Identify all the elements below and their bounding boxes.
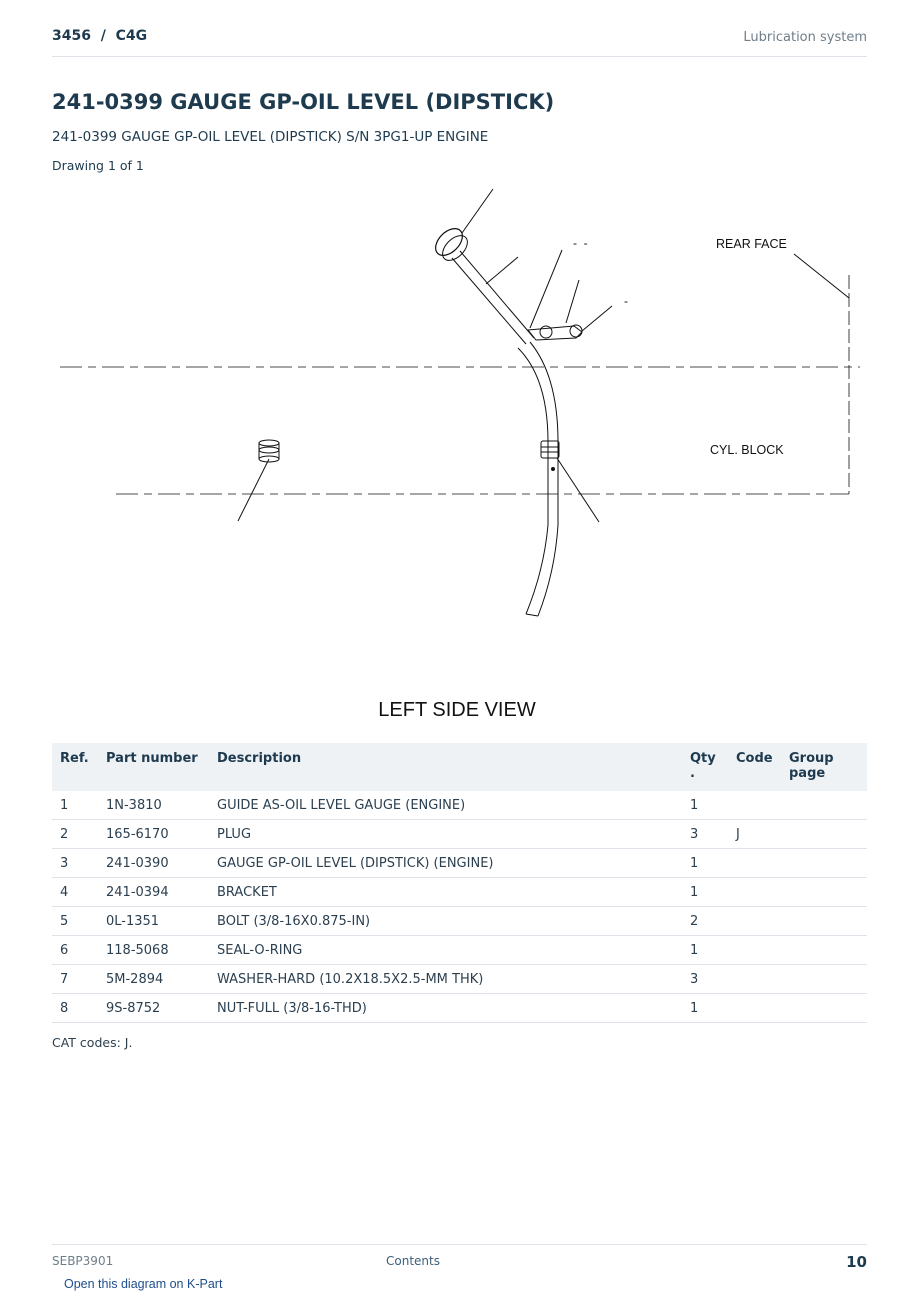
col-header-group-page: Group page [781, 743, 867, 791]
cell-description: WASHER-HARD (10.2X18.5X2.5-MM THK) [209, 965, 682, 994]
cell-part-number: 1N-3810 [98, 791, 209, 820]
page-title: 241-0399 GAUGE GP-OIL LEVEL (DIPSTICK) [52, 90, 555, 114]
table-row [52, 994, 867, 1023]
bracket-bolt [540, 326, 552, 338]
model-label: 3456 / C4G [52, 28, 148, 44]
cell-code: J [728, 820, 781, 849]
cell-group-page [781, 936, 867, 965]
cell-group-page [781, 907, 867, 936]
cell-ref: 4 [52, 878, 98, 907]
cell-ref: 3 [52, 849, 98, 878]
dipstick-handle-rim [438, 231, 472, 265]
cell-part-number: 5M-2894 [98, 965, 209, 994]
cell-code [728, 965, 781, 994]
leader-line [557, 458, 599, 522]
cell-qty: 3 [682, 965, 728, 994]
leader-line [530, 250, 562, 328]
col-header-qty: Qty . [682, 743, 728, 791]
cell-qty: 3 [682, 820, 728, 849]
cell-ref: 7 [52, 965, 98, 994]
bracket [528, 326, 582, 340]
cell-group-page [781, 965, 867, 994]
o-ring-seal [541, 441, 559, 458]
dipstick-handle [431, 224, 468, 261]
page-footer [52, 1244, 867, 1275]
cell-group-page [781, 878, 867, 907]
guide-tube-edge [530, 342, 558, 616]
cell-code [728, 907, 781, 936]
cell-code [728, 994, 781, 1023]
cell-part-number: 241-0394 [98, 878, 209, 907]
cell-description: SEAL-O-RING [209, 936, 682, 965]
cell-qty: 2 [682, 907, 728, 936]
leader-line [486, 257, 518, 284]
parts-table [52, 743, 867, 1023]
page-number: 10 [846, 1253, 867, 1271]
table-row [52, 820, 867, 849]
cell-group-page [781, 820, 867, 849]
page-subtitle: 241-0399 GAUGE GP-OIL LEVEL (DIPSTICK) S/N 3PG1-UP ENGINE [52, 129, 489, 145]
dipstick-shaft [452, 258, 526, 344]
cell-code [728, 878, 781, 907]
cell-code [728, 791, 781, 820]
kpart-link[interactable]: Open this diagram on K-Part [64, 1277, 223, 1291]
dash-label: - - [573, 236, 588, 250]
leader-line [794, 254, 849, 298]
view-label: LEFT SIDE VIEW [378, 699, 536, 721]
cell-part-number: 165-6170 [98, 820, 209, 849]
cell-part-number: 0L-1351 [98, 907, 209, 936]
leader-line [462, 189, 493, 233]
table-row [52, 849, 867, 878]
cell-part-number: 9S-8752 [98, 994, 209, 1023]
cell-qty: 1 [682, 936, 728, 965]
col-header-code: Code [728, 743, 781, 791]
cell-qty: 1 [682, 849, 728, 878]
cell-description: BRACKET [209, 878, 682, 907]
dash-label: - [624, 294, 628, 308]
col-header-ref: Ref. [52, 743, 98, 791]
cell-ref: 5 [52, 907, 98, 936]
cell-code [728, 849, 781, 878]
cell-part-number: 241-0390 [98, 849, 209, 878]
leader-line [582, 306, 612, 331]
cell-part-number: 118-5068 [98, 936, 209, 965]
cell-description: NUT-FULL (3/8-16-THD) [209, 994, 682, 1023]
parts-diagram [52, 180, 867, 730]
document-id: SEBP3901 [52, 1254, 114, 1268]
table-row [52, 965, 867, 994]
cell-group-page [781, 791, 867, 820]
drawing-count: Drawing 1 of 1 [52, 158, 144, 173]
cell-description: BOLT (3/8-16X0.875-IN) [209, 907, 682, 936]
cyl-block-label: CYL. BLOCK [710, 443, 784, 457]
cell-ref: 2 [52, 820, 98, 849]
col-header-part-number: Part number [98, 743, 209, 791]
section-label: Lubrication system [743, 30, 867, 45]
cell-ref: 1 [52, 791, 98, 820]
cell-qty: 1 [682, 994, 728, 1023]
table-row [52, 878, 867, 907]
cell-description: GAUGE GP-OIL LEVEL (DIPSTICK) (ENGINE) [209, 849, 682, 878]
dipstick-shaft-edge [460, 251, 534, 338]
table-header-row [52, 743, 867, 791]
contents-link[interactable]: Contents [386, 1254, 440, 1268]
page-header [52, 28, 867, 57]
parts-table-body [52, 791, 867, 1023]
leader-line [566, 280, 579, 323]
table-row [52, 936, 867, 965]
cell-group-page [781, 994, 867, 1023]
guide-tube [518, 348, 548, 614]
cell-qty: 1 [682, 878, 728, 907]
tube-end [526, 614, 538, 616]
table-row [52, 907, 867, 936]
col-header-description: Description [209, 743, 682, 791]
cell-ref: 8 [52, 994, 98, 1023]
cell-description: PLUG [209, 820, 682, 849]
rear-face-label: REAR FACE [716, 237, 787, 251]
table-row [52, 791, 867, 820]
cat-codes-note: CAT codes: J. [52, 1035, 133, 1050]
cell-description: GUIDE AS-OIL LEVEL GAUGE (ENGINE) [209, 791, 682, 820]
cell-ref: 6 [52, 936, 98, 965]
cell-qty: 1 [682, 791, 728, 820]
leader-line [238, 459, 269, 521]
cell-group-page [781, 849, 867, 878]
plug-part [259, 440, 279, 462]
cell-code [728, 936, 781, 965]
